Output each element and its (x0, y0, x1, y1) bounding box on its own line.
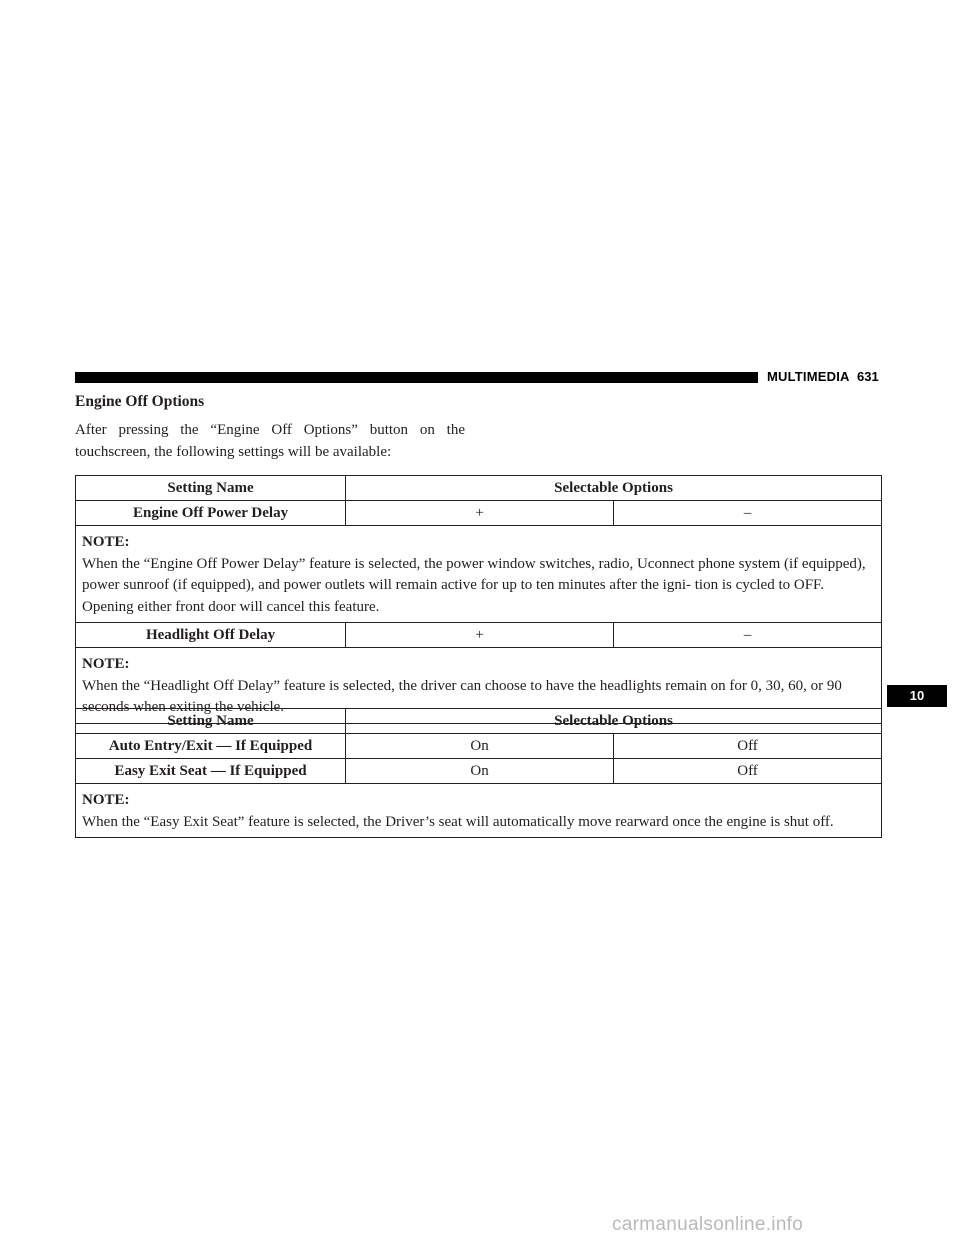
settings-table-engine-off (75, 475, 882, 724)
table-header-row (76, 476, 882, 501)
option-cell: + (346, 501, 614, 526)
note-label: NOTE: (82, 792, 130, 808)
watermark-text: carmanualsonline.info (612, 1214, 804, 1235)
setting-name-cell: Easy Exit Seat — If Equipped (76, 759, 346, 784)
table-row (76, 759, 882, 784)
column-header-selectable-options: Selectable Options (346, 476, 882, 501)
column-header-setting-name: Setting Name (76, 709, 346, 734)
option-cell: – (614, 623, 882, 648)
note-text: When the “Easy Exit Seat” feature is selected, the Driver’s seat will automatically move rearward once the engine is shut off. (82, 813, 834, 830)
table-row (76, 623, 882, 648)
intro-paragraph: After pressing the “Engine Off Options” button on the touchscreen, the following settings will be available: (75, 422, 465, 460)
setting-name-cell: Engine Off Power Delay (76, 501, 346, 526)
table-row (76, 734, 882, 759)
note-cell (76, 526, 882, 623)
option-cell: On (346, 759, 614, 784)
option-cell: Off (614, 759, 882, 784)
section-heading: Engine Off Options (75, 393, 205, 410)
option-cell: + (346, 623, 614, 648)
option-cell: – (614, 501, 882, 526)
option-cell: On (346, 734, 614, 759)
column-header-selectable-options: Selectable Options (346, 709, 882, 734)
note-row (76, 526, 882, 623)
note-cell (76, 784, 882, 838)
note-row (76, 784, 882, 838)
setting-name-cell: Headlight Off Delay (76, 623, 346, 648)
table-row (76, 501, 882, 526)
settings-table-entry-exit (75, 708, 882, 838)
setting-name-cell: Auto Entry/Exit — If Equipped (76, 734, 346, 759)
note-text: When the “Headlight Off Delay” feature is selected, the driver can choose to have the headlights remain on for 0, 30, 60, or 90 seconds when exiting the vehicle. (82, 677, 842, 715)
table-header-row (76, 709, 882, 734)
column-header-setting-name: Setting Name (76, 476, 346, 501)
header-rule (75, 372, 758, 383)
note-label: NOTE: (82, 656, 130, 672)
page-number: 631 (857, 369, 879, 384)
running-header-section: MULTIMEDIA (767, 369, 850, 384)
note-text: When the “Engine Off Power Delay” feature is selected, the power window switches, radio, Uconnect phone system (if equipped), power sunroof (if equipped), and power outlets will remain active for up to ten minutes after the igni- tion is cycled to OFF. Opening either front door will cancel this feature. (82, 555, 866, 615)
chapter-tab: 10 (887, 685, 947, 707)
note-label: NOTE: (82, 534, 130, 550)
option-cell: Off (614, 734, 882, 759)
